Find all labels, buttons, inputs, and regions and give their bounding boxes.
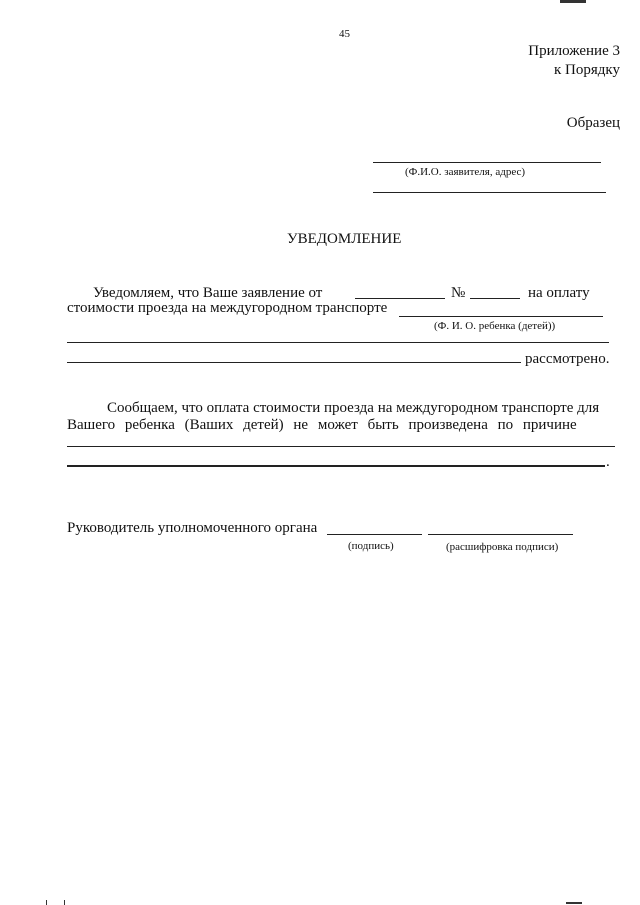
reason-line-2 [67, 465, 605, 467]
signature-decode-line [428, 534, 573, 535]
appendix-line-2: к Порядку [554, 62, 620, 78]
signature-label: Руководитель уполномоченного органа [67, 520, 318, 536]
reviewed-text: рассмотрено. [525, 351, 610, 367]
signature-line [327, 534, 422, 535]
reason-end-period: . [606, 454, 610, 470]
child-name-line-3 [67, 362, 521, 363]
application-number-line [470, 298, 520, 299]
page-number: 45 [339, 28, 350, 40]
notice-line-1-end: на оплату [528, 285, 590, 301]
scan-artifact-top [560, 0, 586, 3]
signature-caption: (подпись) [348, 540, 394, 552]
scan-artifact-bottom-left [46, 900, 47, 905]
document-title: УВЕДОМЛЕНИЕ [287, 231, 402, 247]
application-date-line [355, 298, 445, 299]
scan-artifact-bottom-left-2 [64, 900, 65, 905]
refusal-line-2: Вашего ребенка (Ваших детей) не может быть произведена по причине [67, 417, 577, 433]
applicant-address-line [373, 192, 606, 193]
notice-line-1-text: Уведомляем, что Ваше заявление от [93, 285, 323, 301]
appendix-line-1: Приложение 3 [528, 43, 620, 59]
reason-line-1 [67, 446, 615, 447]
applicant-caption: (Ф.И.О. заявителя, адрес) [405, 166, 526, 178]
decode-caption: (расшифровка подписи) [446, 541, 559, 553]
child-caption: (Ф. И. О. ребенка (детей)) [434, 320, 556, 332]
child-name-line-2 [67, 342, 609, 343]
child-name-line [399, 316, 603, 317]
number-sign: № [451, 285, 466, 301]
applicant-name-line [373, 162, 601, 163]
refusal-line-1: Сообщаем, что оплата стоимости проезда на междугородном транспорте для [107, 400, 600, 416]
scan-artifact-bottom-right [566, 902, 582, 904]
notice-line-2-text: стоимости проезда на междугородном транспорте [67, 300, 388, 316]
sample-label: Образец [566, 115, 620, 131]
